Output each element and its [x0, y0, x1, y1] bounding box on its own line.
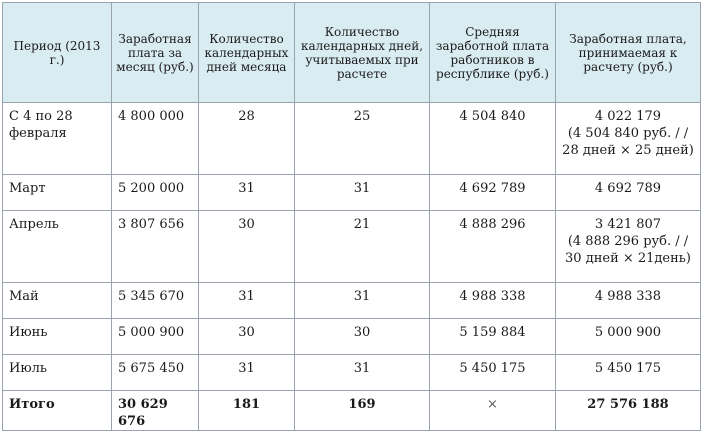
cell-days: 30 — [199, 319, 295, 355]
total-salary: 30 629 676 — [112, 391, 199, 431]
total-label: Итого — [3, 391, 112, 431]
cell-counted-days: 31 — [295, 355, 430, 391]
cell-average-salary: 4 888 296 — [430, 211, 556, 283]
cell-days: 28 — [199, 103, 295, 175]
cell-salary: 5 675 450 — [112, 355, 199, 391]
table-row — [3, 319, 701, 355]
cell-salary: 3 807 656 — [112, 211, 199, 283]
cell-days: 30 — [199, 211, 295, 283]
cell-accepted-salary: 4 988 338 — [556, 283, 701, 319]
cell-accepted-salary — [556, 211, 701, 283]
cell-counted-days: 31 — [295, 283, 430, 319]
accepted-value: 3 421 807 — [594, 217, 662, 232]
header-accepted-salary: Заработная плата, принимаемая к расчету (руб.) — [556, 3, 701, 103]
cell-period: С 4 по 28 февраля — [3, 103, 112, 175]
cell-counted-days: 21 — [295, 211, 430, 283]
cell-counted-days: 30 — [295, 319, 430, 355]
table-row — [3, 103, 701, 175]
header-counted-days: Количество календарных дней, учитываемых при расчете — [295, 3, 430, 103]
cell-period: Май — [3, 283, 112, 319]
cell-average-salary: 4 692 789 — [430, 175, 556, 211]
cell-salary: 5 345 670 — [112, 283, 199, 319]
calculation-note: (4 504 840 руб. / / 28 дней × 25 дней) — [562, 126, 694, 158]
table-body — [3, 103, 701, 431]
cell-accepted-salary — [556, 103, 701, 175]
accepted-value: 4 022 179 — [594, 109, 662, 124]
cell-days: 31 — [199, 355, 295, 391]
cell-average-salary: 4 988 338 — [430, 283, 556, 319]
salary-calculation-table — [2, 2, 701, 431]
total-accepted-salary: 27 576 188 — [556, 391, 701, 431]
total-row — [3, 391, 701, 431]
cell-accepted-salary: 5 000 900 — [556, 319, 701, 355]
header-average-salary: Средняя заработной плата работников в республике (руб.) — [430, 3, 556, 103]
cell-average-salary: 5 450 175 — [430, 355, 556, 391]
cell-accepted-salary: 5 450 175 — [556, 355, 701, 391]
cell-period: Июль — [3, 355, 112, 391]
table-row — [3, 283, 701, 319]
table-header — [3, 3, 701, 103]
table-row — [3, 211, 701, 283]
cell-counted-days: 25 — [295, 103, 430, 175]
cell-period: Апрель — [3, 211, 112, 283]
total-average-salary: × — [430, 391, 556, 431]
header-period: Период (2013 г.) — [3, 3, 112, 103]
cell-salary: 5 200 000 — [112, 175, 199, 211]
cell-period: Июнь — [3, 319, 112, 355]
cell-days: 31 — [199, 283, 295, 319]
cell-counted-days: 31 — [295, 175, 430, 211]
header-row — [3, 3, 701, 103]
cell-salary: 4 800 000 — [112, 103, 199, 175]
cell-salary: 5 000 900 — [112, 319, 199, 355]
cell-days: 31 — [199, 175, 295, 211]
table-row — [3, 175, 701, 211]
header-salary: Заработная плата за месяц (руб.) — [112, 3, 199, 103]
table-row — [3, 355, 701, 391]
total-counted-days: 169 — [295, 391, 430, 431]
cell-average-salary: 5 159 884 — [430, 319, 556, 355]
header-days: Количество календарных дней месяца — [199, 3, 295, 103]
total-days: 181 — [199, 391, 295, 431]
cell-period: Март — [3, 175, 112, 211]
calculation-note: (4 888 296 руб. / / 30 дней × 21день) — [565, 234, 691, 266]
cell-average-salary: 4 504 840 — [430, 103, 556, 175]
cell-accepted-salary: 4 692 789 — [556, 175, 701, 211]
